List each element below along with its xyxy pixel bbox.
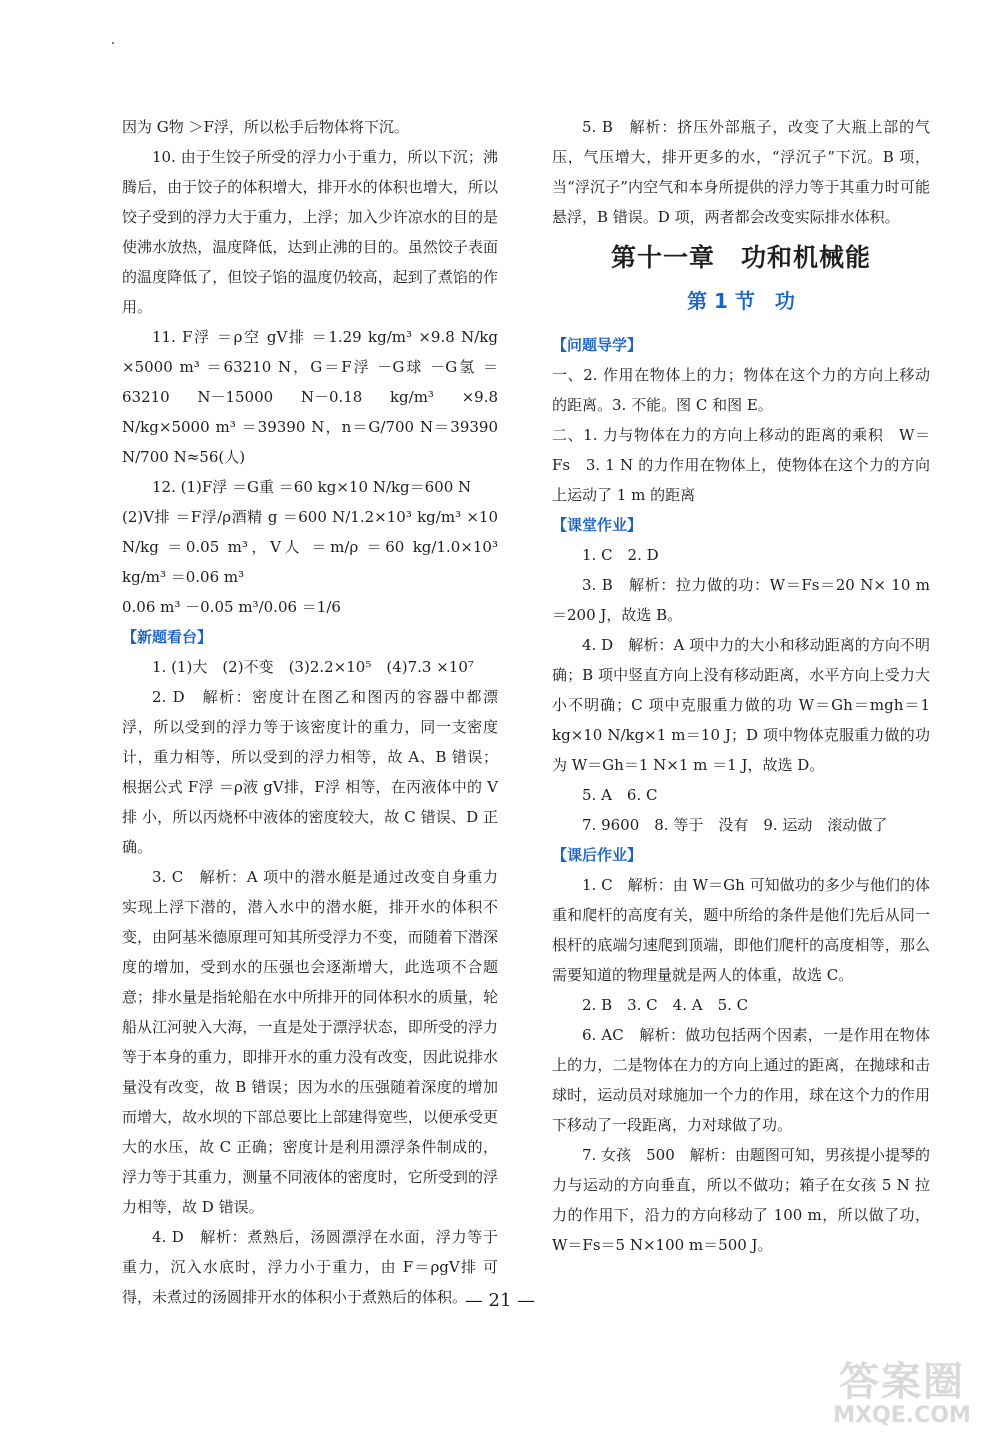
classwork-5-6: 5. A 6. C (582, 786, 658, 804)
watermark (812, 1360, 992, 1428)
answer-10: 10. 由于生饺子所受的浮力小于重力，所以下沉；沸腾后，由于饺子的体积增大，排开水的体积也增大，所以饺子受到的浮力大于重力，上浮；加入少许凉水的目的是使沸水放热，温度降低，达到止沸的目的。虽然饺子表面的温度降低了，但饺子馅的温度仍较高，起到了煮馅的作用。 (122, 148, 498, 316)
new-q-5: 5. B 解析：挤压外部瓶子，改变了大瓶上部的气压，气压增大，排开更多的水，“浮沉子”下沉。B 项，当“浮沉子”内空气和本身所提供的浮力等于其重力时可能悬浮，B 错误。D 项，两者都会改变实际排水体积。 (552, 118, 930, 226)
homework-1: 1. C 解析：由 W＝Gh 可知做功的多少与他们的体重和爬杆的高度有关，题中所给的条件是他们先后从同一根杆的底端匀速爬到顶端，即他们爬杆的高度相等，那么需要知道的物理量就是两人的体重，故选 C。 (552, 876, 930, 984)
answer-12-part1: 12. (1)F浮 ＝G重 ＝60 kg×10 N/kg＝600 N (152, 478, 472, 496)
classwork-4: 4. D 解析：A 项中力的大小和移动距离的方向不明确；B 项中竖直方向上没有移动距离，水平方向上受力大小不明确；C 项中克服重力做的功 W＝Gh＝mgh＝1 kg×10 N/kg×1 m＝10 J；D 项中物体克服重力做的功为 W＝Gh＝1 N×1 m ＝1 J，故选 D。 (552, 636, 930, 774)
section-title: 第 1 节 功 (687, 289, 795, 313)
answer-12-ratio: 0.06 m³ －0.05 m³/0.06 ＝1/6 (122, 598, 341, 616)
guided-answer-2: 二、1. 力与物体在力的方向上移动的距离的乘积 W＝Fs 3. 1 N 的力作用在物体上，使物体在这个力的方向上运动了 1 m 的距离 (552, 426, 930, 504)
answer-11: 11. F浮 ＝ρ空 gV排 ＝1.29 kg/m³ ×9.8 N/kg ×5000 m³ ＝63210 N，G＝F浮 －G球 －G氢 ＝63210 N－15000 N－0.18 kg/m³ ×9.8 N/kg×5000 m³ ＝39390 N，n＝G/700 N＝39390 N/700 N≈56(人) (122, 328, 498, 466)
answer-12-part2: (2)V排 ＝F浮/ρ酒精 g ＝600 N/1.2×10³ kg/m³ ×10 N/kg ＝0.05 m³，V人 ＝m/ρ ＝60 kg/1.0×10³ kg/m³ ＝0.06 m³ (122, 508, 498, 586)
watermark-logo: 答案圈 (839, 1359, 965, 1405)
right-column (552, 112, 930, 1260)
section-tag-homework: 【课后作业】 (552, 846, 643, 864)
homework-2-5: 2. B 3. C 4. A 5. C (582, 996, 749, 1014)
new-q-1: 1. (1)大 (2)不变 (3)2.2×10⁵ (4)7.3 ×10⁷ (152, 658, 474, 676)
page-number: — 21 — (464, 1290, 536, 1311)
answer-continuation: 因为 G物 ＞F浮，所以松手后物体将下沉。 (122, 118, 409, 136)
classwork-7-9: 7. 9600 8. 等于 没有 9. 运动 滚动做了 (582, 816, 888, 834)
classwork-3: 3. B 解析：拉力做的功：W＝Fs＝20 N× 10 m＝200 J，故选 B。 (552, 576, 930, 624)
left-column (122, 112, 498, 1312)
section-tag-new-questions: 【新题看台】 (122, 628, 213, 646)
chapter-title: 第十一章 功和机械能 (610, 243, 871, 272)
new-q-3: 3. C 解析：A 项中的潜水艇是通过改变自身重力实现上浮下潜的，潜入水中的潜水艇，排开水的体积不变，由阿基米德原理可知其所受浮力不变，而随着下潜深度的增加，受到水的压强也会逐渐增大，此选项不合题意；排水量是指轮船在水中所排开的同体积水的质量，轮船从江河驶入大海，一直是处于漂浮状态，即所受的浮力等于本身的重力，即排开水的重力没有改变，因此说排水量没有改变，故 B 错误；因为水的压强随着深度的增加而增大，故水坝的下部总要比上部建得宽些，以便承受更大的水压，故 C 正确；密度计是利用漂浮条件制成的，浮力等于其重力，测量不同液体的密度时，它所受到的浮力相等，故 D 错误。 (122, 868, 499, 1216)
guided-answer-1: 一、2. 作用在物体上的力；物体在这个力的方向上移动的距离。3. 不能。图 C 和图 E。 (552, 366, 930, 414)
classwork-1-2: 1. C 2. D (582, 546, 659, 564)
homework-7: 7. 女孩 500 解析：由题图可知，男孩提小提琴的力与运动的方向垂直，所以不做功；箱子在女孩 5 N 拉力的作用下，沿力的方向移动了 100 m，所以做了功，W＝Fs＝5 N×100 m＝500 J。 (552, 1146, 930, 1254)
new-q-4: 4. D 解析：煮熟后，汤圆漂浮在水面，浮力等于重力，沉入水底时，浮力小于重力，由 F＝ρgV排 可得，未煮过的汤圆排开水的体积小于煮熟后的体积。 (122, 1228, 498, 1306)
section-tag-guided-questions: 【问题导学】 (552, 336, 643, 354)
watermark-url: MXQE.COM (833, 1403, 971, 1428)
scan-speck (112, 42, 114, 44)
new-q-2: 2. D 解析：密度计在图乙和图丙的容器中都漂浮，所以受到的浮力等于该密度计的重力，同一支密度计，重力相等，所以受到的浮力相等，故 A、B 错误；根据公式 F浮 ＝ρ液 gV排，F浮 相等，在丙液体中的 V排 小，所以丙烧杯中液体的密度较大，故 C 错误、D 正确。 (122, 688, 498, 856)
section-tag-classwork: 【课堂作业】 (552, 516, 643, 534)
homework-6: 6. AC 解析：做功包括两个因素，一是作用在物体上的力，二是物体在力的方向上通过的距离，在抛球和击球时，运动员对球施加一个力的作用，球在这个力的作用下移动了一段距离，力对球做了功。 (552, 1026, 930, 1134)
